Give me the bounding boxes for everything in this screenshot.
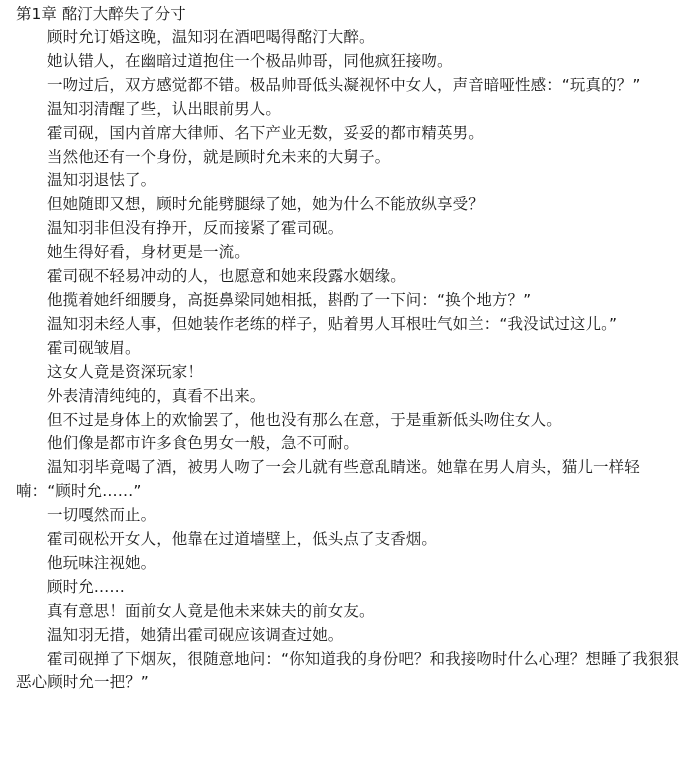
paragraph: 霍司砚松开女人，他靠在过道墙壁上，低头点了支香烟。 [47, 530, 438, 549]
paragraph: 她生得好看，身材更是一流。 [47, 243, 250, 262]
paragraph: 一切嘎然而止。 [47, 506, 157, 525]
paragraph: 当然他还有一个身份，就是顾时允未来的大舅子。 [47, 147, 391, 166]
paragraph: 外表清清纯纯的，真看不出来。 [47, 386, 266, 405]
paragraph: 他揽着她纤细腰身，高挺鼻梁同她相抵，斟酌了一下问：“换个地方？” [47, 290, 532, 309]
paragraph: 顾时允…… [47, 577, 126, 596]
paragraph: 温知羽退怯了。 [47, 171, 157, 190]
paragraph: 温知羽未经人事，但她装作老练的样子，贴着男人耳根吐气如兰：“我没试过这儿。” [47, 314, 618, 333]
paragraph: 温知羽清醒了些，认出眼前男人。 [47, 99, 282, 118]
paragraph: 他玩味注视她。 [47, 553, 157, 572]
chapter-body [16, 26, 680, 695]
paragraph: 顾时允订婚这晚，温知羽在酒吧喝得酩汀大醉。 [47, 28, 375, 46]
paragraph: 一吻过后，双方感觉都不错。极品帅哥低头凝视怀中女人，声音暗哑性感：“玩真的？” [47, 75, 641, 94]
paragraph: 霍司砚，国内首席大律师、名下产业无数，妥妥的都市精英男。 [47, 123, 484, 142]
chapter-title: 第1章 酩汀大醉失了分寸 [16, 5, 186, 23]
paragraph: 霍司砚皱眉。 [47, 338, 141, 357]
paragraph: 霍司砚不轻易冲动的人，也愿意和她来段露水姻缘。 [47, 267, 406, 286]
paragraph: 她认错人，在幽暗过道抱住一个极品帅哥，同他疯狂接吻。 [47, 51, 453, 70]
paragraph: 这女人竟是资深玩家！ [47, 362, 204, 381]
paragraph: 温知羽无措，她猜出霍司砚应该调查过她。 [47, 625, 344, 644]
paragraph: 但不过是身体上的欢愉罢了，他也没有那么在意，于是重新低头吻住女人。 [47, 410, 562, 429]
paragraph: 他们像是都市许多食色男女一般，急不可耐。 [47, 434, 360, 453]
paragraph: 但她随即又想，顾时允能劈腿绿了她，她为什么不能放纵享受？ [47, 195, 484, 214]
paragraph: 真有意思！面前女人竟是他未来妹夫的前女友。 [47, 601, 375, 620]
paragraph: 温知羽非但没有挣开，反而接紧了霍司砚。 [47, 219, 344, 238]
paragraph: 温知羽毕竟喝了酒，被男人吻了一会儿就有些意乱睛迷。她靠在男人肩头，猫儿一样轻喃：“顾时允……” [16, 458, 640, 501]
paragraph: 霍司砚掸了下烟灰，很随意地问：“你知道我的身份吧？和我接吻时什么心理？想睡了我狠狠恶心顾时允一把？” [16, 649, 680, 692]
